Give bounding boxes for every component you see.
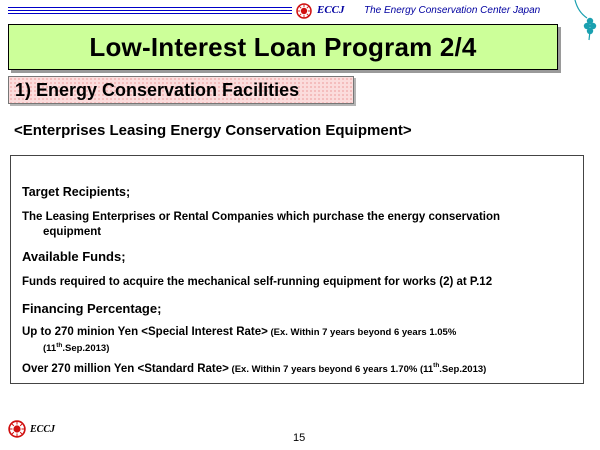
rate1-date-rest: .Sep.2013) [62,343,110,355]
target-heading: Target Recipients; [22,185,131,199]
footer-eccj-logo-icon [8,420,26,438]
section-banner [8,76,354,104]
subheading: <Enterprises Leasing Energy Conservation Equipment> [14,122,412,139]
eccj-sun-logo-icon [296,3,312,19]
financing-heading: Financing Percentage; [22,301,162,316]
rate-line-1-date [43,342,109,354]
page-number: 15 [293,432,306,444]
rate1-main: Up to 270 minion Yen <Special Interest Rate> [22,326,268,338]
rate1-date-sup: th [56,342,63,349]
rate1-date-day: (11 [43,343,57,355]
funds-heading: Available Funds; [22,249,126,264]
rate2-note: (Ex. Within 7 years beyond 6 years 1.70% (11 [228,363,434,375]
header-org-name: The Energy Conservation Center Japan [364,5,541,16]
funds-line: Funds required to acquire the mechanical self-running equipment for works (2) at P.12 [22,276,493,288]
header-rule-lines [8,7,292,17]
rate-line-2 [22,362,486,375]
page-title: Low-Interest Loan Program 2/4 [89,31,477,62]
section-title: 1) Energy Conservation Facilities [15,79,300,100]
title-banner [8,24,558,70]
target-line-2: equipment [43,226,102,238]
header-org-logo-text: ECCJ [317,4,345,16]
footer-logo-text: ECCJ [30,424,56,435]
rate2-date-rest: .Sep.2013) [439,363,487,375]
rate2-main: Over 270 million Yen <Standard Rate> [22,362,229,375]
rate1-note: (Ex. Within 7 years beyond 6 years 1.05% [267,327,457,338]
content-box [10,155,584,384]
target-line-1: The Leasing Enterprises or Rental Companies which purchase the energy conservation [22,211,501,223]
clover-ribbon-icon [565,0,600,45]
rate-line-1 [22,326,456,338]
rate2-date-sup: th [433,362,440,369]
